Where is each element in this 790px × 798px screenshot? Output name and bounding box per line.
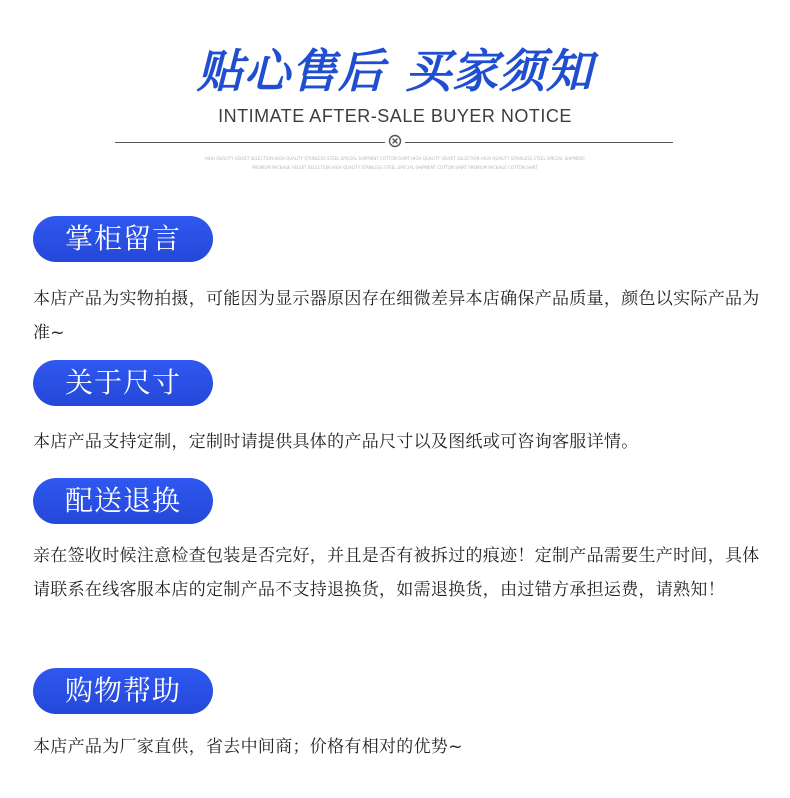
title-part-after-sale: 贴心售后 [197,44,385,98]
circle-x-icon [388,134,402,148]
section-text-delivery-returns: 亲在签收时候注意检查包装是否完好，并且是否有被拆过的痕迹！定制产品需要生产时间，具体请联系在线客服本店的定制产品不支持退换货，如需退换货，由过错方承担运费，请熟知！ [33,546,760,600]
section-heading-size: 关于尺寸 [33,360,213,406]
page-subtitle: INTIMATE AFTER-SALE BUYER NOTICE [218,106,572,126]
fine-print-line-2: PREMIUM PACKAGE VELVET SELECTION HIGH QUALITY STAINLESS STEEL SPECIAL SHIPMENT COTTON SHIRT PREMIUM PACKAGE COTTON SHIRT [252,165,538,170]
divider-line-left [115,142,385,143]
page-title [0,43,790,99]
section-heading-shopping-help: 购物帮助 [33,668,213,714]
section-text-size: 本店产品支持定制，定制时请提供具体的产品尺寸以及图纸或可咨询客服详情。 [33,432,639,452]
section-heading-shopkeeper-message: 掌柜留言 [33,216,213,262]
fine-print-line-1: HIGH QUALITY VELVET SELECTION HIGH QUALITY STAINLESS STEEL SPECIAL SHIPMENT COTTON SHIRT HIGH QUALITY VELVET SELECTION HIGH QUALITY STAINLESS STEEL SPECIAL SHIPMENT [204,156,586,161]
section-heading-delivery-returns: 配送退换 [33,478,213,524]
divider-line-right [405,142,673,143]
title-part-buyer-notice: 买家须知 [405,44,593,98]
section-text-shopping-help: 本店产品为厂家直供，省去中间商；价格有相对的优势~ [33,737,463,757]
section-text-shopkeeper-message: 本店产品为实物拍摄，可能因为显示器原因存在细微差异本店确保产品质量，颜色以实际产品为准~ [33,289,760,343]
